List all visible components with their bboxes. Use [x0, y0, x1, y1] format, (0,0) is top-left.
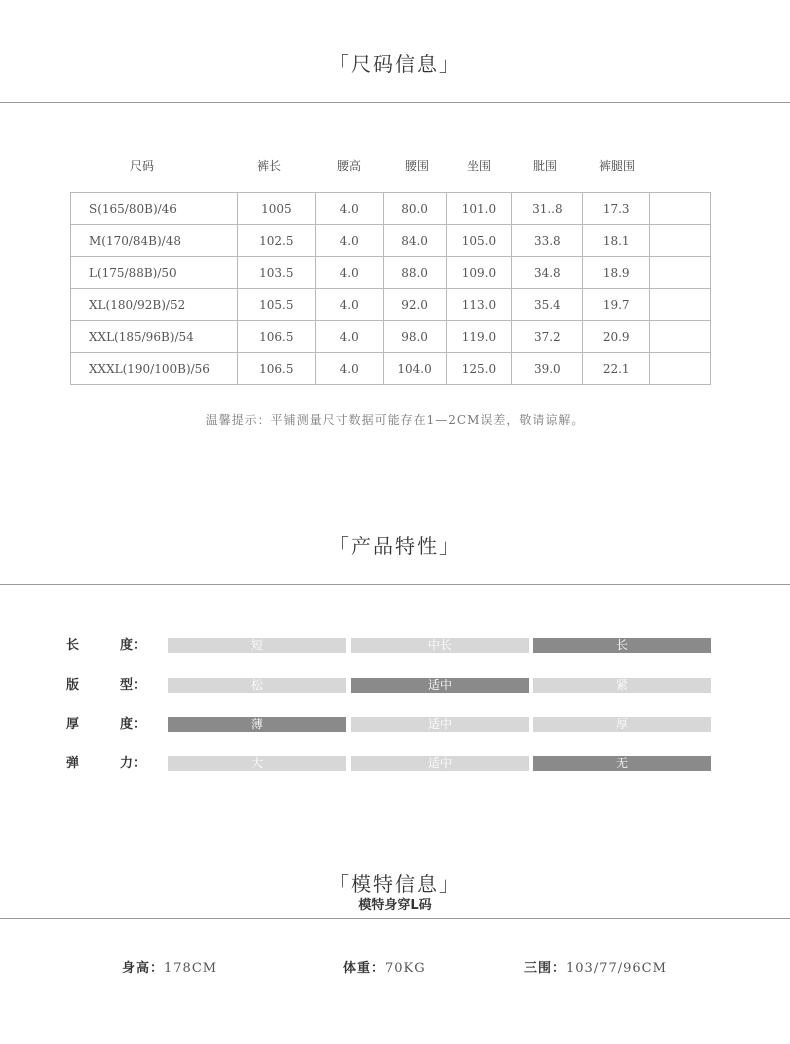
feature-row — [0, 677, 790, 695]
table-cell — [650, 321, 711, 353]
feature-label-part: 弹 — [66, 756, 80, 771]
table-row — [71, 257, 711, 289]
table-cell: 34.8 — [512, 257, 583, 289]
stat-value: 103/77/96CM — [566, 961, 667, 976]
table-cell: 92.0 — [383, 289, 446, 321]
table-cell: 4.0 — [315, 289, 383, 321]
table-cell: 4.0 — [315, 321, 383, 353]
size-table — [70, 192, 711, 385]
size-note: 温馨提示：平铺测量尺寸数据可能存在1—2CM误差，敬请谅解。 — [205, 413, 585, 427]
feature-row — [0, 637, 790, 655]
table-cell: XXL(185/96B)/54 — [71, 321, 238, 353]
feature-section-title: 「产品特性」 — [329, 534, 461, 558]
feature-option-selected: 长 — [533, 638, 711, 653]
feature-label-part: 型： — [120, 678, 147, 693]
header-size: 尺码 — [129, 159, 154, 173]
table-cell: 80.0 — [383, 193, 446, 225]
divider — [0, 584, 790, 585]
size-table-header — [70, 157, 710, 175]
feature-row — [0, 755, 790, 773]
header-waist-height: 腰高 — [336, 159, 361, 173]
feature-option: 中长 — [351, 638, 529, 653]
table-cell: 113.0 — [446, 289, 512, 321]
table-cell: 35.4 — [512, 289, 583, 321]
table-row — [71, 353, 711, 385]
table-cell — [650, 289, 711, 321]
feature-label — [66, 755, 150, 773]
header-length: 裤长 — [256, 159, 281, 173]
table-cell: 98.0 — [383, 321, 446, 353]
model-subtitle: 模特身穿L码 — [358, 898, 432, 913]
table-cell: S(165/80B)/46 — [71, 193, 238, 225]
feature-label — [66, 677, 150, 695]
feature-option-selected: 无 — [533, 756, 711, 771]
header-hip: 坐围 — [466, 159, 491, 173]
table-cell: 18.1 — [583, 225, 650, 257]
table-cell: L(175/88B)/50 — [71, 257, 238, 289]
size-section-title: 「尺码信息」 — [329, 52, 461, 76]
table-cell: XL(180/92B)/52 — [71, 289, 238, 321]
table-cell: 119.0 — [446, 321, 512, 353]
table-cell — [650, 193, 711, 225]
table-cell: 18.9 — [583, 257, 650, 289]
feature-label-part: 度： — [120, 638, 147, 653]
table-cell: 104.0 — [383, 353, 446, 385]
table-cell: M(170/84B)/48 — [71, 225, 238, 257]
table-row — [71, 225, 711, 257]
table-cell: 84.0 — [383, 225, 446, 257]
divider — [0, 918, 790, 919]
feature-option: 适中 — [351, 756, 529, 771]
header-waist: 腰围 — [404, 159, 429, 173]
feature-label-part: 长 — [66, 638, 80, 653]
table-cell: 22.1 — [583, 353, 650, 385]
feature-label-part: 厚 — [66, 717, 80, 732]
table-cell: 106.5 — [237, 353, 315, 385]
table-cell — [650, 225, 711, 257]
table-cell: 4.0 — [315, 225, 383, 257]
table-cell: 17.3 — [583, 193, 650, 225]
feature-option: 短 — [168, 638, 346, 653]
feature-row — [0, 716, 790, 734]
table-cell: 106.5 — [237, 321, 315, 353]
stat-label: 体重： — [343, 961, 386, 976]
table-cell: 102.5 — [237, 225, 315, 257]
stat-label: 身高： — [122, 961, 165, 976]
table-cell: 4.0 — [315, 257, 383, 289]
table-row — [71, 321, 711, 353]
feature-option: 大 — [168, 756, 346, 771]
table-cell: 20.9 — [583, 321, 650, 353]
feature-option: 厚 — [533, 717, 711, 732]
table-cell: 31..8 — [512, 193, 583, 225]
stat-value: 178CM — [164, 961, 218, 976]
table-cell: 39.0 — [512, 353, 583, 385]
table-cell: 105.5 — [237, 289, 315, 321]
feature-label-part: 版 — [66, 678, 80, 693]
feature-label — [66, 716, 150, 734]
feature-label — [66, 637, 150, 655]
model-stat-height — [122, 957, 217, 976]
table-cell: 33.8 — [512, 225, 583, 257]
table-cell: XXXL(190/100B)/56 — [71, 353, 238, 385]
header-leg-opening: 裤腿围 — [598, 159, 635, 173]
table-cell: 125.0 — [446, 353, 512, 385]
table-cell: 19.7 — [583, 289, 650, 321]
stat-value: 70KG — [385, 961, 426, 976]
feature-label-part: 度： — [120, 717, 147, 732]
table-cell: 109.0 — [446, 257, 512, 289]
feature-option-selected: 适中 — [351, 678, 529, 693]
model-stat-measurements — [524, 957, 667, 976]
model-section-title: 「模特信息」 — [329, 872, 461, 896]
table-cell: 1005 — [237, 193, 315, 225]
stat-label: 三围： — [524, 961, 567, 976]
table-cell: 101.0 — [446, 193, 512, 225]
feature-option: 松 — [168, 678, 346, 693]
feature-option: 紧 — [533, 678, 711, 693]
table-row — [71, 193, 711, 225]
model-stat-weight — [343, 957, 426, 976]
feature-option-selected: 薄 — [168, 717, 346, 732]
table-cell: 4.0 — [315, 193, 383, 225]
table-row — [71, 289, 711, 321]
table-cell — [650, 353, 711, 385]
feature-label-part: 力： — [120, 756, 147, 771]
header-thigh: 肶围 — [532, 159, 557, 173]
divider — [0, 102, 790, 103]
table-cell: 105.0 — [446, 225, 512, 257]
feature-option: 适中 — [351, 717, 529, 732]
table-cell: 4.0 — [315, 353, 383, 385]
table-cell: 103.5 — [237, 257, 315, 289]
table-cell: 88.0 — [383, 257, 446, 289]
table-cell: 37.2 — [512, 321, 583, 353]
table-cell — [650, 257, 711, 289]
